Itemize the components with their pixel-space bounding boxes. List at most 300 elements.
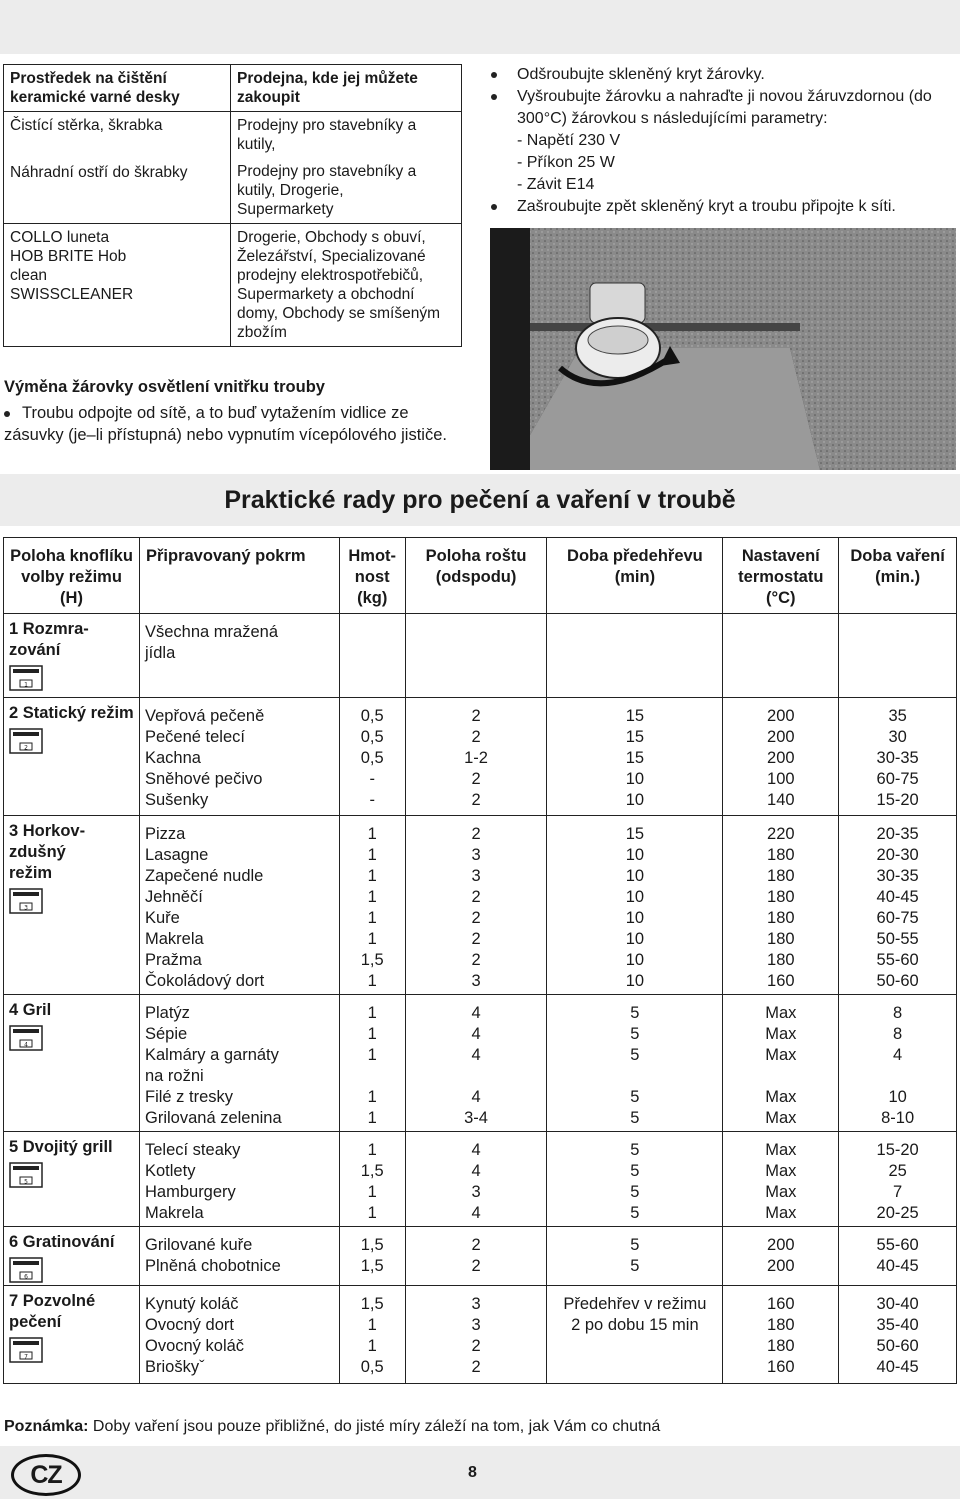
- mode-label: 7 Pozvolné pečení: [9, 1292, 96, 1331]
- bulb-step-3: [487, 86, 957, 130]
- food-value: Kotlety: [145, 1162, 196, 1180]
- rack-value: 2: [471, 791, 481, 809]
- mode-cell: [4, 995, 140, 1132]
- time-cell: [839, 816, 957, 995]
- mode-label: 5 Dvojitý grill: [9, 1138, 113, 1156]
- rack-value: 1-2: [464, 749, 488, 767]
- preheat-value: 5: [630, 1109, 640, 1127]
- time-value: 8: [893, 1004, 903, 1022]
- svg-text:6: 6: [24, 1273, 28, 1281]
- header-weight: Hmot-nost (kg): [339, 538, 405, 614]
- food-value: Platýz: [145, 1004, 190, 1022]
- time-cell: [839, 995, 957, 1132]
- weight-value: 1,5: [360, 1162, 384, 1180]
- food-value: Vepřová pečeně: [145, 707, 265, 725]
- food-value: Jehněčí: [145, 888, 203, 906]
- rack-value: 3-4: [464, 1109, 488, 1127]
- bulb-replacement-title: Výměna žárovky osvětlení vnitřku trouby: [4, 378, 325, 396]
- time-value: 7: [893, 1183, 903, 1201]
- rack-value: 3: [471, 846, 481, 864]
- preheat-value: 5: [630, 1141, 640, 1159]
- bullet-icon: [4, 411, 10, 417]
- svg-text:4: 4: [24, 1041, 28, 1049]
- weight-cell: [339, 1286, 405, 1384]
- weight-value: 1: [367, 909, 377, 927]
- store-scraper: Prodejny pro stavebníky a kutily,: [237, 117, 417, 153]
- bulb-step-3-text: Vyšroubujte žárovku a nahraďte ji novou žáruvzdornou (do 300°C) žárovkou s následujícími parametry:: [517, 88, 932, 127]
- time-value: 35-40: [876, 1316, 919, 1334]
- time-value: 30-35: [876, 749, 919, 767]
- mode-cell: [4, 698, 140, 816]
- mode-group-row: [4, 1132, 957, 1227]
- time-value: 50-60: [876, 972, 919, 990]
- preheat-value: 10: [625, 867, 645, 885]
- time-value: 30-40: [876, 1295, 919, 1313]
- rack-value: 4: [471, 1004, 481, 1022]
- food-cell: [140, 995, 340, 1132]
- food-value: Ovocný koláč: [145, 1337, 245, 1355]
- section-title: Praktické rady pro pečení a vaření v troubě: [224, 486, 736, 514]
- weight-value: 1: [367, 825, 377, 843]
- weight-value: 1: [367, 1004, 377, 1022]
- static-icon: [9, 728, 43, 754]
- rack-value: 2: [471, 1257, 481, 1275]
- temp-value: 200: [767, 1257, 795, 1275]
- temp-value: Max: [765, 1046, 797, 1064]
- food-value: Telecí steaky: [145, 1141, 241, 1159]
- mode-cell: [4, 816, 140, 995]
- temp-value: 180: [767, 1316, 795, 1334]
- weight-value: 1: [367, 867, 377, 885]
- rack-value: 2: [471, 707, 481, 725]
- food-value: na rožni: [145, 1067, 204, 1085]
- weight-value: 1: [367, 846, 377, 864]
- weight-value: 0,5: [360, 1358, 384, 1376]
- food-value: Čokoládový dort: [145, 972, 265, 990]
- temp-value: Max: [765, 1109, 797, 1127]
- preheat-value: 10: [625, 930, 645, 948]
- cleaning-products-cell-2: [4, 224, 231, 347]
- cleaning-header-product: Prostředek na čištění keramické varné desky: [4, 65, 231, 112]
- time-value: 30-35: [876, 867, 919, 885]
- time-value: 50-60: [876, 1337, 919, 1355]
- bulb-voltage: - Napětí 230 V: [517, 132, 621, 149]
- time-value: 40-45: [876, 1257, 919, 1275]
- weight-value: 1,5: [360, 1295, 384, 1313]
- weight-value: 1: [367, 1088, 377, 1106]
- mode-label: 2 Statický režim: [9, 704, 134, 722]
- cleaning-products-table: [3, 64, 462, 347]
- time-value: 60-75: [876, 909, 919, 927]
- bullet-icon: [491, 94, 497, 100]
- food-value: Hamburgery: [145, 1183, 236, 1201]
- temp-cell: [723, 1286, 839, 1384]
- temp-value: 180: [767, 951, 795, 969]
- header-temp: Nastavení termostatu (°C): [723, 538, 839, 614]
- food-value: Pečené telecí: [145, 728, 245, 746]
- rack-cell: [405, 698, 547, 816]
- rack-cell: [405, 816, 547, 995]
- preheat-cell: [547, 698, 723, 816]
- food-value: Grilované kuře: [145, 1236, 253, 1254]
- preheat-value: 5: [630, 1183, 640, 1201]
- preheat-cell: [547, 614, 723, 698]
- food-value: Filé z tresky: [145, 1088, 234, 1106]
- preheat-value: 10: [625, 846, 645, 864]
- preheat-value: 15: [625, 749, 645, 767]
- temp-value: Max: [765, 1088, 797, 1106]
- temp-value: Max: [765, 1025, 797, 1043]
- oven-lamp-photo: [490, 228, 956, 470]
- convection-icon: [9, 888, 43, 914]
- rack-value: 4: [471, 1088, 481, 1106]
- preheat-value: 10: [625, 888, 645, 906]
- temp-value: Max: [765, 1141, 797, 1159]
- mode-cell: [4, 614, 140, 698]
- food-value: Ovocný dort: [145, 1316, 234, 1334]
- product-scraper: Čistící stěrka, škrabka: [10, 117, 163, 134]
- time-value: 40-45: [876, 888, 919, 906]
- rack-value: 4: [471, 1204, 481, 1222]
- bulb-step-4-text: Zašroubujte zpět skleněný kryt a troubu připojte k síti.: [517, 198, 896, 215]
- page-number: 8: [468, 1464, 477, 1481]
- rack-value: 2: [471, 909, 481, 927]
- bulb-steps-right: [487, 64, 957, 218]
- rack-value: 2: [471, 770, 481, 788]
- weight-value: 1: [367, 1183, 377, 1201]
- food-cell: [140, 1286, 340, 1384]
- temp-cell: [723, 816, 839, 995]
- preheat-value: 5: [630, 1257, 640, 1275]
- cleaning-products-cell: [4, 112, 231, 224]
- preheat-cell: [547, 1227, 723, 1286]
- product-cleaners: COLLO luneta HOB BRITE Hob clean SWISSCLEANER: [10, 229, 134, 303]
- rack-value: 4: [471, 1141, 481, 1159]
- preheat-value: 10: [625, 770, 645, 788]
- preheat-value: 5: [630, 1204, 640, 1222]
- time-value: 25: [888, 1162, 907, 1180]
- header-preheat: Doba předehřevu (min): [547, 538, 723, 614]
- weight-value: 1: [367, 888, 377, 906]
- food-value: Grilovaná zelenina: [145, 1109, 282, 1127]
- mode-label: 6 Gratinování: [9, 1233, 115, 1251]
- time-value: 20-25: [876, 1204, 919, 1222]
- temp-cell: [723, 995, 839, 1132]
- rack-cell: [405, 1227, 547, 1286]
- svg-text:1: 1: [24, 681, 28, 689]
- temp-cell: [723, 698, 839, 816]
- mode-label: 3 Horkov-zdušný režim: [9, 822, 86, 882]
- rack-value: 4: [471, 1046, 481, 1064]
- weight-value: 1: [367, 930, 377, 948]
- weight-value: 1,5: [360, 1236, 384, 1254]
- weight-value: [345, 1066, 400, 1087]
- time-value: 35: [888, 707, 907, 725]
- rack-value: 2: [471, 1358, 481, 1376]
- time-value: [844, 1066, 951, 1087]
- time-value: 8: [893, 1025, 903, 1043]
- rack-value: 2: [471, 728, 481, 746]
- header-time: Doba vaření (min.): [839, 538, 957, 614]
- cooking-table: [3, 537, 957, 1384]
- food-value: Lasagne: [145, 846, 209, 864]
- weight-value: 1: [367, 1025, 377, 1043]
- temp-value: 180: [767, 867, 795, 885]
- food-value: Pizza: [145, 825, 186, 843]
- time-value: 8-10: [881, 1109, 915, 1127]
- rack-value: 2: [471, 825, 481, 843]
- preheat-cell: [547, 995, 723, 1132]
- temp-value: 180: [767, 846, 795, 864]
- food-cell: [140, 816, 340, 995]
- temp-value: 180: [767, 909, 795, 927]
- mode-group-row: [4, 995, 957, 1132]
- weight-cell: [339, 614, 405, 698]
- food-cell: [140, 1227, 340, 1286]
- preheat-cell: [547, 1132, 723, 1227]
- mode-group-row: [4, 614, 957, 698]
- weight-value: 1,5: [360, 1257, 384, 1275]
- store-cleaners: Drogerie, Obchody s obuví, Železářství, Specializované prodejny elektrospotřebičů, Supermarkety a obchodní domy, Obchody se smíšeným zbožím: [237, 229, 441, 341]
- preheat-value: 15: [625, 825, 645, 843]
- bullet-icon: [491, 72, 497, 78]
- bullet-icon: [491, 204, 497, 210]
- bottom-gray-band: [0, 1446, 960, 1499]
- rack-cell: [405, 1132, 547, 1227]
- rack-value: 2: [471, 930, 481, 948]
- header-rack: Poloha roštu (odspodu): [405, 538, 547, 614]
- food-cell: [140, 1132, 340, 1227]
- food-value: Kachna: [145, 749, 201, 767]
- svg-text:2: 2: [24, 744, 28, 752]
- weight-value: 1: [367, 1337, 377, 1355]
- top-gray-band: [0, 0, 960, 54]
- footnote-label: Poznámka:: [4, 1418, 89, 1435]
- food-cell: [140, 614, 340, 698]
- temp-value: 200: [767, 728, 795, 746]
- bulb-step-1: [4, 402, 464, 446]
- food-value: Sněhové pečivo: [145, 770, 263, 788]
- svg-text:3: 3: [24, 904, 28, 912]
- cleaning-stores-cell: [231, 112, 462, 224]
- footnote-text: Doby vaření jsou pouze přibližné, do jisté míry záleží na tom, jak Vám co chutná: [88, 1418, 661, 1435]
- mode-cell: [4, 1227, 140, 1286]
- time-value: 55-60: [876, 951, 919, 969]
- weight-cell: [339, 816, 405, 995]
- bulb-step-1-text: Troubu odpojte od sítě, a to buď vytažením vidlice ze zásuvky (je–li přístupná) nebo vypnutím vícepólového jističe.: [4, 404, 447, 444]
- weight-cell: [339, 698, 405, 816]
- temp-value: Max: [765, 1004, 797, 1022]
- food-value: Všechna mražená: [145, 623, 278, 641]
- gratin-icon: [9, 1257, 43, 1283]
- temp-value: 180: [767, 1337, 795, 1355]
- preheat-value: 5: [630, 1046, 640, 1064]
- weight-value: 1: [367, 972, 377, 990]
- preheat-value: 15: [625, 728, 645, 746]
- rack-value: 2: [471, 951, 481, 969]
- cleaning-stores-cell-2: [231, 224, 462, 347]
- preheat-value: 10: [625, 951, 645, 969]
- temp-value: Max: [765, 1183, 797, 1201]
- defrost-icon: [9, 665, 43, 691]
- time-value: 50-55: [876, 930, 919, 948]
- rack-value: 2: [471, 888, 481, 906]
- rack-value: 3: [471, 972, 481, 990]
- preheat-value: 5: [630, 1162, 640, 1180]
- rack-value: 3: [471, 867, 481, 885]
- temp-value: 200: [767, 1236, 795, 1254]
- preheat-value: 5: [630, 1004, 640, 1022]
- weight-value: 0,5: [360, 707, 384, 725]
- food-value: jídla: [145, 644, 176, 662]
- bulb-step-2: [487, 64, 957, 86]
- store-blade: Prodejny pro stavebníky a kutily, Drogerie, Supermarkety: [237, 163, 417, 218]
- rack-value: 2: [471, 1236, 481, 1254]
- rack-value: 3: [471, 1183, 481, 1201]
- temp-value: [728, 1066, 833, 1087]
- weight-value: 1: [367, 1204, 377, 1222]
- time-cell: [839, 614, 957, 698]
- weight-value: 1: [367, 1046, 377, 1064]
- rack-cell: [405, 614, 547, 698]
- rack-value: 4: [471, 1162, 481, 1180]
- food-value: Kynutý koláč: [145, 1295, 239, 1313]
- temp-cell: [723, 1132, 839, 1227]
- time-cell: [839, 1286, 957, 1384]
- mode-cell: [4, 1286, 140, 1384]
- temp-cell: [723, 614, 839, 698]
- temp-value: Max: [765, 1204, 797, 1222]
- temp-value: 220: [767, 825, 795, 843]
- country-badge: CZ: [11, 1454, 81, 1496]
- weight-value: 0,5: [360, 749, 384, 767]
- temp-value: 140: [767, 791, 795, 809]
- rack-value: 3: [471, 1316, 481, 1334]
- weight-value: -: [369, 791, 375, 809]
- time-cell: [839, 1132, 957, 1227]
- mode-label: 1 Rozmra-zování: [9, 620, 89, 659]
- weight-cell: [339, 995, 405, 1132]
- preheat-cell: [547, 816, 723, 995]
- mode-group-row: [4, 698, 957, 816]
- time-cell: [839, 698, 957, 816]
- rack-cell: [405, 995, 547, 1132]
- food-value: Sépie: [145, 1025, 188, 1043]
- weight-cell: [339, 1132, 405, 1227]
- preheat-value: 10: [625, 909, 645, 927]
- food-value: Makrela: [145, 1204, 204, 1222]
- time-value: 15-20: [876, 791, 919, 809]
- time-value: 20-30: [876, 846, 919, 864]
- svg-text:5: 5: [24, 1178, 28, 1186]
- cleaning-header-store: Prodejna, kde jej můžete zakoupit: [231, 65, 462, 112]
- preheat-value: 10: [625, 972, 645, 990]
- weight-cell: [339, 1227, 405, 1286]
- preheat-value: 5: [630, 1025, 640, 1043]
- food-value: Makrela: [145, 930, 204, 948]
- weight-value: 1: [367, 1109, 377, 1127]
- food-value: Plněná chobotnice: [145, 1257, 281, 1275]
- time-value: 30: [888, 728, 907, 746]
- product-blade: Náhradní ostří do škrabky: [10, 164, 188, 181]
- food-value: Kuře: [145, 909, 180, 927]
- food-value: Brioškyˇ: [145, 1358, 205, 1376]
- temp-value: 160: [767, 1358, 795, 1376]
- rack-value: 2: [471, 1337, 481, 1355]
- cooking-table-header: [4, 538, 957, 614]
- preheat-value: [552, 1066, 717, 1087]
- temp-value: 160: [767, 972, 795, 990]
- food-value: Pražma: [145, 951, 202, 969]
- weight-value: 1,5: [360, 951, 384, 969]
- preheat-value: 5: [630, 1088, 640, 1106]
- preheat-text: Předehřev v režimu 2 po dobu 15 min: [563, 1295, 707, 1334]
- preheat-cell: [547, 1286, 723, 1384]
- mode-label: 4 Gril: [9, 1001, 52, 1019]
- temp-cell: [723, 1227, 839, 1286]
- mode-group-row: [4, 816, 957, 995]
- rack-cell: [405, 1286, 547, 1384]
- section-banner: [0, 474, 960, 526]
- oven-lamp-illustration: [490, 228, 956, 470]
- temp-value: 180: [767, 888, 795, 906]
- food-value: Sušenky: [145, 791, 209, 809]
- food-cell: [140, 698, 340, 816]
- double-grill-icon: [9, 1162, 43, 1188]
- temp-value: Max: [765, 1162, 797, 1180]
- bulb-step-4: [487, 196, 957, 218]
- rack-value: 3: [471, 1295, 481, 1313]
- time-value: 40-45: [876, 1358, 919, 1376]
- time-value: 60-75: [876, 770, 919, 788]
- rack-value: 4: [471, 1025, 481, 1043]
- header-mode: Poloha knoflíku volby režimu (H): [4, 538, 140, 614]
- food-value: Kalmáry a garnáty: [145, 1046, 279, 1064]
- weight-value: 0,5: [360, 728, 384, 746]
- footnote: [4, 1418, 660, 1436]
- preheat-value: 15: [625, 707, 645, 725]
- temp-value: 100: [767, 770, 795, 788]
- time-value: 15-20: [876, 1141, 919, 1159]
- time-cell: [839, 1227, 957, 1286]
- temp-value: 200: [767, 749, 795, 767]
- weight-value: 1: [367, 1316, 377, 1334]
- preheat-value: 10: [625, 791, 645, 809]
- bulb-power: - Příkon 25 W: [517, 154, 615, 171]
- temp-value: 160: [767, 1295, 795, 1313]
- preheat-value: 5: [630, 1236, 640, 1254]
- weight-value: -: [369, 770, 375, 788]
- mode-group-row: [4, 1286, 957, 1384]
- weight-value: 1: [367, 1141, 377, 1159]
- temp-value: 180: [767, 930, 795, 948]
- svg-text:7: 7: [24, 1353, 28, 1361]
- bulb-step-2-text: Odšroubujte skleněný kryt žárovky.: [517, 66, 765, 83]
- header-food: Připravovaný pokrm: [140, 538, 340, 614]
- slow-bake-icon: [9, 1337, 43, 1363]
- mode-cell: [4, 1132, 140, 1227]
- time-value: 10: [888, 1088, 907, 1106]
- time-value: 20-35: [876, 825, 919, 843]
- temp-value: 200: [767, 707, 795, 725]
- mode-group-row: [4, 1227, 957, 1286]
- grill-icon: [9, 1025, 43, 1051]
- food-value: Zapečené nudle: [145, 867, 264, 885]
- bulb-thread: - Závit E14: [517, 176, 595, 193]
- time-value: 4: [893, 1046, 903, 1064]
- rack-value: [411, 1066, 542, 1087]
- time-value: 55-60: [876, 1236, 919, 1254]
